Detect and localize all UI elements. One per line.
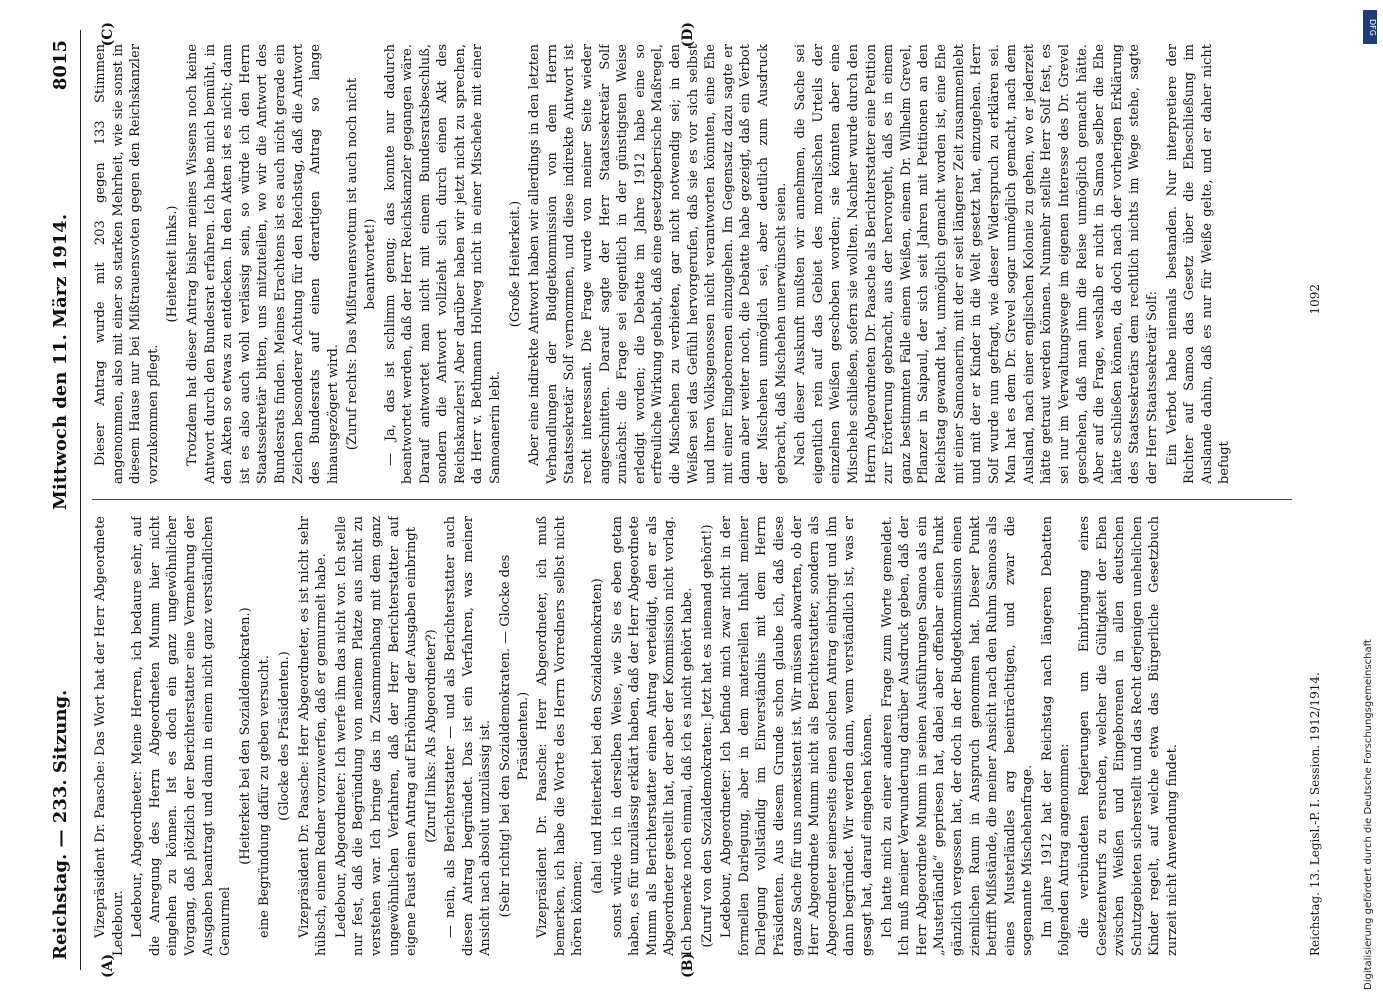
paragraph: Ledebour, Abgeordneter: Meine Herren, ich bedaure sehr, auf die Anregung des Herrn Abgeordneten Mumm hier nicht eingehen zu können. Ist es doch ein ganz ungewöhnlicher Vorgang, daß plötzlich der Berichterstatter eine Vermehrung der Ausgaben beantragt und dann in einem nicht ganz verständlichen Gemurmel bbox=[130, 516, 234, 956]
digitization-stamp bbox=[1361, 10, 1377, 1000]
text-column-right bbox=[92, 44, 1292, 484]
page-header bbox=[40, 30, 81, 970]
interjection: (Sehr richtig! bei den Sozialdemokraten. — Glocke des Präsidenten.) bbox=[498, 554, 531, 918]
paragraph: eine Begründung dafür zu geben versucht. bbox=[257, 655, 273, 938]
paragraph: Dieser Antrag wurde mit 203 gegen 133 Stimmen angenommen, also mit einer so starken Mehrheit, wie sie sonst in diesem Hause nur bei Mißtrauensvoten gegen den Reichskanzler vorzukommen pflegt. bbox=[93, 44, 161, 484]
paragraph: Im Jahre 1912 hat der Reichstag nach längeren Debatten folgenden Antrag angenommen: bbox=[1039, 516, 1073, 956]
header-left: Reichstag. — 233. Sitzung. bbox=[50, 689, 71, 960]
interjection: (Große Heiterkeit.) bbox=[507, 200, 523, 328]
scanned-page bbox=[40, 22, 1360, 978]
margin-marker-c: (C) bbox=[100, 22, 116, 47]
paragraph: — Ja, das ist schlimm genug; das konnte nur dadurch beantwortet werden, daß der Herr Reichskanzler gegangen wäre. Darauf antwortet man nicht mit einem Bundesratsbeschluß, sondern die Antwort vollzieht sich durch einen Akt des Reichskanzlers! Aber darüber haben wir jetzt nicht zu sprechen, da Herr v. Bethmann Hollweg nicht in einer Mischehe mit einer Samoanerin lebt. bbox=[382, 44, 504, 484]
paragraph: Vizepräsident Dr. Paasche: Das Wort hat der Herr Abgeordnete Ledebour. bbox=[93, 516, 126, 956]
interjection: (Heiterkeit bei den Sozialdemokraten.) bbox=[237, 607, 253, 865]
paragraph: Trotzdem hat dieser Antrag bisher meines Wissens noch keine Antwort durch den Bundesrat erfahren. Ich habe mich bemüht, in den Akten so etwas zu entdecken. In den Akten ist es nicht; dann ist es also auch wohl verlässig sein, so würde ich den Herrn Staatssekretär bitten, uns mitzuteilen, wo wir die Antwort des Bundesrats finden. Meines Erachtens ist es auch nicht gerade ein Zeichen besonderer Achtung für den Reichstag, daß die Antwort des Bundesrats auf einen derartigen Antrag so lange hinausgezögert wird. bbox=[184, 44, 341, 484]
header-date: Mittwoch den 11. März 1914. bbox=[50, 213, 71, 510]
paragraph: Ledebour, Abgeordneter: Ich befinde mich zwar nicht in der formellen Darlegung, aber in dem materiellen Inhalt meiner Darlegung vollständig im Einverständnis mit dem Herrn Präsidenten. Aus diesem Grunde schon glaube ich, daß diese ganze Sache für uns nonexistent ist. Wir müssen abwarten, ob der Herr Abgeordnete Mumm nicht als Berichterstatter, sondern als Abgeordneter seinerseits einen solchen Antrag einbringt und ihn dann begründet. Wir werden dann, wenn verständlich ist, was er gesagt hat, darauf eingehen können. bbox=[719, 516, 875, 956]
interjection: (Zuruf links: Als Abgeordneter?) bbox=[423, 629, 439, 843]
paragraph: Nach dieser Auskunft mußten wir annehmen, die Sache sei eigentlich rein auf das Gebiet des moralischen Urteils der einzelnen Weißen geschoben worden; sie könnten aber eine Mischehe schließen, sofern sie wollten. Nachher wurde durch den Herrn Abgeordneten Dr. Paasche als Berichterstatter eine Petition zur Erörterung gebracht, aus der hervorgeht, daß es in einem ganz bestimmten Falle einem Weißen, einem Dr. Wilhelm Grevel, Pflanzer in Saipaul, der sich seit Jahren mit Petitionen an den Reichstag gewandt hat, unmöglich gemacht worden ist, eine Ehe mit einer Samoanerin, mit der er seit längerer Zeit zusammenlebt und mit der er Kinder in die Welt gesetzt hat, einzugehen. Herr Solf wurde nun gefragt, wie dieser Widerspruch zu erklären sei. Man hat es dem Dr. Grevel sogar unmöglich gemacht, nach dem Ausland, nach einer englischen Kolonie zu gehen, wo er jederzeit hätte getraut werden können. Nunmehr stellte Herr Solf fest, es sei nur im Verwaltungswege im eigenen Interesse des Dr. Grevel geschehen, daß man ihm die Reise unmöglich gemacht hätte. Aber auf die Frage, weshalb er nicht in Samoa selber die Ehe hätte schließen können, da doch nach der vorherigen Erklärung des Staatssekretärs dem rechtlich nichts im Wege stehe, sagte der Herr Staatssekretär Solf: bbox=[793, 44, 1161, 484]
footer-session: Reichstag. 13. Legisl.-P. I. Session. 1912/1914. bbox=[1308, 672, 1322, 956]
interjection: (Zuruf von den Sozialdemokraten: Jetzt hat es niemand gehört!) bbox=[699, 524, 715, 948]
paragraph: Ich hatte mich zu einer anderen Frage zum Worte gemeldet. Ich muß meiner Verwunderung darüber Ausdruck geben, daß der Herr Abgeordnete Mumm in seinen Ausführungen Samoa als ein „Musterländle“ gepriesen hat, dabei aber offenbar einen Punkt gänzlich vergessen hat, der doch in der Budgetkommission einen ziemlichen Raum in Anspruch genommen hat. Dieser Punkt betrifft Mißstände, die meiner Ansicht nach den Ruhm Samoas als eines Musterländles arg beeinträchtigen, und zwar die sogenannte Mischehenfrage. bbox=[879, 516, 1036, 956]
interjection: (Heiterkeit links.) bbox=[165, 205, 181, 323]
footer-signature: 1092 bbox=[1308, 284, 1322, 315]
paragraph: sonst würde ich in derselben Weise, wie Sie es eben getan haben, es für unzulässig erklärt haben, daß der Herr Abgeordnete Mumm als Berichterstatter einen Antrag verteidigt, den er als Abgeordneter gestellt hat, der aber der Kommission nicht vorlag. Ich bemerke noch einmal, daß ich es nicht gehört habe. bbox=[609, 516, 695, 956]
dfg-logo: DFG bbox=[1363, 10, 1377, 44]
paragraph: Vizepräsident Dr. Paasche: Herr Abgeordneter, es ist nicht sehr hübsch, einem Redner vorzuwerfen, daß er gemurmelt habe. bbox=[296, 516, 330, 956]
paragraph: — nein, als Berichterstatter — und als Berichterstatter auch diesen Antrag begründet. Das ist ein Verfahren, was meiner Ansicht nach absolut unzulässig ist. bbox=[443, 516, 494, 956]
paragraph: Aber eine indirekte Antwort haben wir allerdings in den letzten Verhandlungen der Budgetkommission von dem Herrn Staatssekretär Solf vernommen, und diese indirekte Antwort ist recht interessant. Die Frage wurde von meiner Seite wieder angeschnitten. Darauf sagte der Herr Staatssekretär Solf zunächst: die Frage sei eigentlich in der günstigsten Weise erledigt worden; die Debatte im Jahre 1912 habe eine so erfreuliche Wirkung gehabt, daß eine gesetzgeberische Maßregel, die Mischehen zu verbieten, gar nicht notwendig sei; in den Weißen sei das Gefühl hervorgerufen, daß sie es vor sich selbst und ihren Volksgenossen nicht verantworten könnten, eine Ehe mit einer Eingeborenen einzugehen. Im Gegensatz dazu sagte er dann aber weiter noch, die Debatte habe gezeigt, daß ein Verbot der Mischehen unmöglich sei, aber deutlich zum Ausdruck gebracht, daß Mischehen unerwünscht seien. bbox=[527, 44, 789, 484]
interjection: (aha! und Heiterkeit bei den Sozialdemokraten) bbox=[590, 578, 606, 894]
paragraph: Ledebour, Abgeordneter: Ich werfe ihm das nicht vor. Ich stelle nur fest, daß die Begründung von meinem Platze aus nicht zu verstehen war. Ich bringe das in Zusammenhang mit dem ganz ungewöhnlichen Verfahren, daß der Herr Berichterstatter auf eigene Faust einen Antrag auf Erhöhung der Ausgaben einbringt bbox=[333, 516, 420, 956]
paragraph: Ein Verbot habe niemals bestanden. Nur interpretiere der Richter auf Samoa das Gesetz über die Eheschließung im Auslande dahin, daß es nur für Weiße gelte, und er daher nicht befugt bbox=[1164, 44, 1233, 484]
page-footer bbox=[1308, 44, 1330, 956]
interjection: (Glocke des Präsidenten.) bbox=[276, 651, 292, 821]
interjection: (Zuruf rechts: Das Mißtrauensvotum ist auch noch nicht beantwortet!) bbox=[345, 77, 378, 451]
page-number: 8015 bbox=[50, 40, 71, 91]
text-column-left bbox=[92, 516, 1292, 956]
digitization-note: Digitalisierung gefördert durch die Deutsche Forschungsgemeinschaft bbox=[1363, 639, 1374, 990]
quoted-resolution: die verbündeten Regierungen um Einbringung eines Gesetzentwurfs zu ersuchen, welcher die Gültigkeit der Ehen zwischen Weißen und Eingeborenen in allen deutschen Schutzgebieten sicherstellt und das Recht derjenigen unehelichen Kinder regelt, auf welche etwa das Bürgerliche Gesetzbuch zurzeit nicht Anwendung findet. bbox=[1077, 516, 1181, 956]
column-divider bbox=[92, 499, 1292, 500]
paragraph: Vizepräsident Dr. Paasche: Herr Abgeordneter, ich muß bemerken, ich habe die Worte des Herrn Vorredners selbst nicht hören können; bbox=[535, 516, 586, 956]
newspaper-sheet bbox=[40, 22, 1340, 978]
margin-marker-b: (B) bbox=[680, 952, 696, 978]
margin-marker-d: (D) bbox=[680, 22, 696, 48]
margin-marker-a: (A) bbox=[100, 953, 116, 978]
